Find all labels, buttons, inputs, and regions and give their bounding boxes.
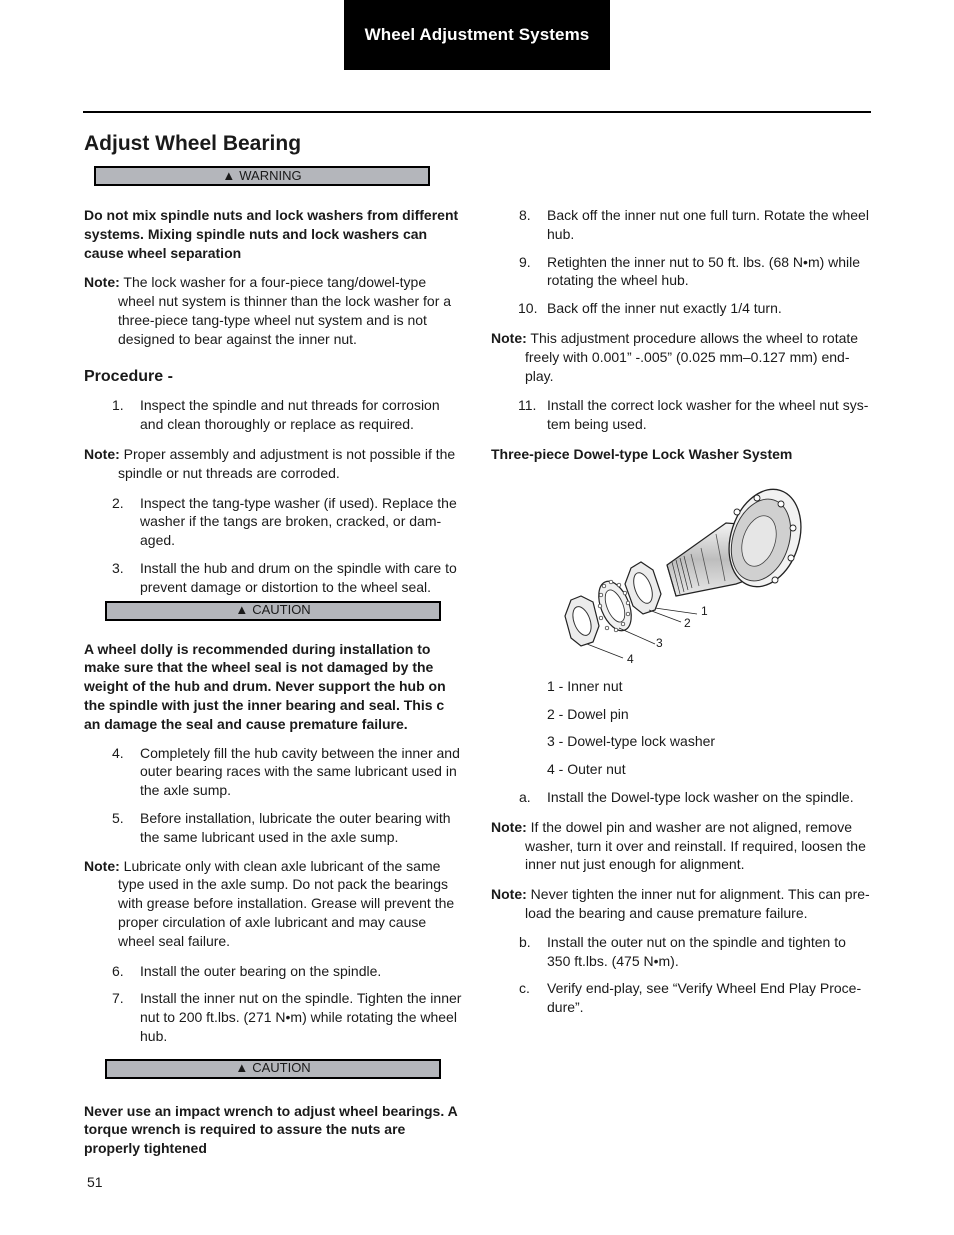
- step-number: b.: [519, 933, 531, 950]
- left-column: [84, 166, 464, 1158]
- note-text: Never tighten the inner nut for alignment. This can pre-load the bearing and cause premature failure.: [525, 886, 870, 921]
- step-text: Install the outer nut on the spindle and tighten to 350 ft.lbs. (475 N•m).: [547, 933, 846, 969]
- figure-legend: [491, 677, 873, 779]
- note-text: Lubricate only with clean axle lubricant of the same type used in the axle sump. Do not pack the bearings with grease before installation. Grease will prevent the proper circulation of axle lubricant and may cause wheel seal failure.: [118, 857, 455, 949]
- step-6: [84, 962, 464, 981]
- note-label: Note:: [491, 818, 527, 835]
- note-label: Note:: [491, 886, 527, 903]
- note-corrosion: [84, 445, 464, 483]
- note-text: The lock washer for a four-piece tang/dowel-type wheel nut system is thinner than the lock washer for a three-piece tang-type wheel nut system and is not designed to bear against the inner nut.: [118, 274, 452, 347]
- step-text: Install the outer bearing on the spindle.: [140, 962, 382, 979]
- step-text: Install the inner nut on the spindle. Tighten the inner nut to 200 ft.lbs. (271 N•m) while rotating the wheel hub.: [140, 990, 462, 1044]
- step-text: Before installation, lubricate the outer bearing with the same lubricant used in the axle sump.: [140, 809, 451, 845]
- step-number: c.: [519, 980, 530, 997]
- legend-item: 3 - Dowel-type lock washer: [547, 733, 716, 750]
- step-8: [491, 206, 873, 244]
- step-number: 9.: [519, 253, 531, 270]
- caution-triangle-icon: ▲: [235, 602, 249, 618]
- step-2: [84, 494, 464, 550]
- note-text: If the dowel pin and washer are not aligned, remove washer, turn it over and reinstall. If required, loosen the inner nut just enough for alignment.: [525, 818, 866, 873]
- step-text: Back off the inner nut exactly 1/4 turn.: [547, 300, 782, 317]
- note-text: This adjustment procedure allows the wheel to rotate freely with 0.001” -.005” (0.025 mm–0.127 mm) end-play.: [525, 329, 859, 384]
- caution-triangle-icon: ▲: [235, 1060, 249, 1076]
- step-text: Completely fill the hub cavity between the inner and outer bearing races with the same lubricant used in the axle sump.: [140, 744, 460, 799]
- step-c: [491, 979, 873, 1017]
- section-header-tab: [344, 0, 610, 70]
- step-number: 10.: [518, 300, 538, 317]
- note-alignment: [491, 818, 873, 874]
- header-rule: [83, 111, 871, 113]
- spindle-figure: [491, 468, 873, 664]
- step-5: [84, 809, 464, 847]
- caution-banner-1: [105, 601, 441, 621]
- note-endplay: [491, 329, 873, 385]
- note-label: Note:: [84, 857, 120, 874]
- step-a: [491, 788, 873, 807]
- step-9: [491, 253, 873, 291]
- step-11: [491, 396, 873, 434]
- legend-item: 1 - Inner nut: [547, 677, 623, 694]
- caution-label: CAUTION: [252, 1060, 311, 1076]
- legend-item: 2 - Dowel pin: [547, 705, 629, 722]
- step-10: [491, 299, 873, 318]
- note-lock-washer: [84, 273, 464, 348]
- note-never-tighten: [491, 885, 873, 923]
- step-4: [84, 744, 464, 800]
- warning-triangle-icon: ▲: [222, 167, 236, 183]
- step-number: 2.: [112, 494, 124, 511]
- procedure-heading: Procedure -: [84, 367, 173, 385]
- step-number: 4.: [112, 744, 124, 761]
- step-number: 11.: [518, 397, 537, 414]
- legend-item: 4 - Outer nut: [547, 761, 626, 778]
- section-header-title: Wheel Adjustment Systems: [364, 25, 590, 44]
- step-text: Verify end-play, see “Verify Wheel End Play Proce-dure”.: [547, 980, 862, 1016]
- page-number: 51: [87, 1174, 103, 1190]
- step-text: Install the hub and drum on the spindle with care to prevent damage or distortion to the wheel seal.: [140, 559, 457, 595]
- step-number: 1.: [112, 397, 124, 414]
- page-title: Adjust Wheel Bearing: [84, 132, 302, 155]
- spindle-assembly-illustration: [491, 468, 873, 664]
- callout-2-label: 2: [684, 615, 691, 630]
- caution-text-2: Never use an impact wrench to adjust wheel bearings. A torque wrench is required to assure the nuts are properly tightened: [84, 1102, 458, 1157]
- warning-label: WARNING: [239, 167, 302, 183]
- note-label: Note:: [491, 329, 527, 346]
- right-column: [491, 206, 873, 1017]
- step-text: Back off the inner nut one full turn. Rotate the wheel hub.: [547, 207, 869, 242]
- caution-text-1: A wheel dolly is recommended during installation to make sure that the wheel seal is not damaged by the weight of the hub and drum. Never support the hub on the spindle with just the inner bearing and seal. This c an damage the seal and cause premature failure.: [84, 640, 446, 732]
- note-label: Note:: [84, 445, 120, 462]
- callout-4-label: 4: [627, 651, 634, 666]
- note-text: Proper assembly and adjustment is not possible if the spindle or nut threads are corroded.: [118, 445, 456, 481]
- step-number: 8.: [519, 207, 531, 223]
- step-number: 5.: [112, 809, 124, 826]
- caution-label: CAUTION: [252, 602, 311, 618]
- step-3: [84, 559, 464, 597]
- step-7: [84, 989, 464, 1045]
- step-number: 6.: [112, 962, 124, 979]
- note-lubricate: [84, 857, 464, 951]
- step-1: [84, 396, 464, 434]
- step-number: 3.: [112, 559, 124, 576]
- step-text: Inspect the spindle and nut threads for corrosion and clean thoroughly or replace as required.: [140, 397, 440, 433]
- step-text: Retighten the inner nut to 50 ft. lbs. (68 N•m) while rotating the wheel hub.: [547, 253, 861, 289]
- callout-1-label: 1: [701, 603, 708, 618]
- figure-title: Three-piece Dowel-type Lock Washer System: [491, 445, 793, 462]
- warning-banner: [94, 166, 430, 186]
- step-number: a.: [519, 788, 531, 805]
- step-text: Install the Dowel-type lock washer on the spindle.: [547, 788, 854, 805]
- step-number: 7.: [112, 990, 124, 1007]
- step-b: [491, 933, 873, 971]
- step-text: Install the correct lock washer for the wheel nut sys-tem being used.: [547, 397, 869, 433]
- step-text: Inspect the tang-type washer (if used). Replace the washer if the tangs are broken, cracked, or dam-aged.: [140, 494, 457, 549]
- outer-nut: [565, 596, 599, 646]
- note-label: Note:: [84, 274, 120, 291]
- caution-banner-2: [105, 1059, 441, 1079]
- warning-text: Do not mix spindle nuts and lock washers from different systems. Mixing spindle nuts and lock washers can cause wheel separation: [84, 207, 459, 261]
- callout-3-label: 3: [656, 635, 663, 650]
